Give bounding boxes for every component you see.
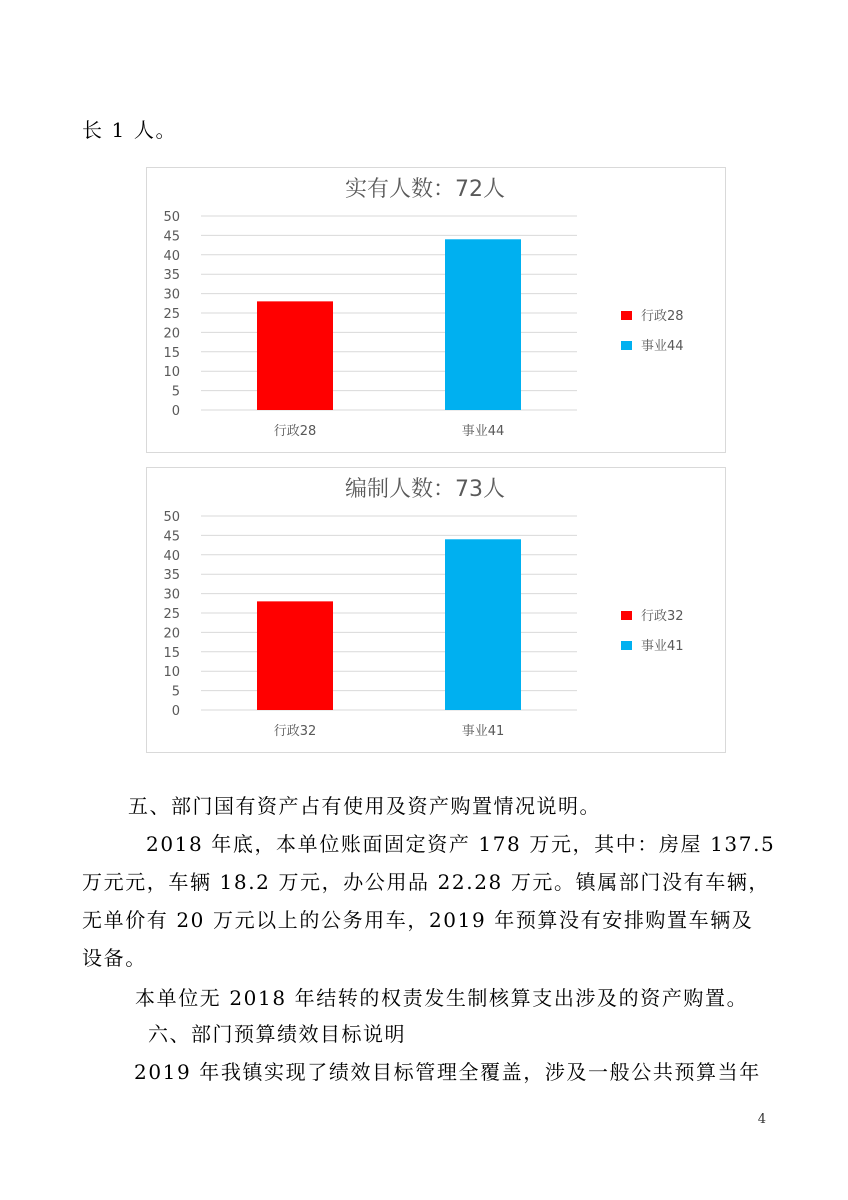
paragraph-line: 万元元，车辆 18.2 万元，办公用品 22.28 万元。镇属部门没有车辆， (82, 870, 771, 894)
y-tick-label: 50 (163, 510, 180, 525)
y-tick-label: 10 (163, 365, 180, 381)
section-heading-assets: 五、部门国有资产占有使用及资产购置情况说明。 (128, 794, 601, 818)
chart-actual-staff-svg (147, 168, 727, 454)
y-tick-label: 15 (163, 645, 180, 661)
bar (445, 539, 521, 710)
y-tick-label: 40 (163, 248, 180, 264)
y-tick-label: 45 (163, 229, 180, 245)
bar (257, 601, 333, 710)
paragraph-line: 本单位无 2018 年结转的权责发生制核算支出涉及的资产购置。 (135, 986, 749, 1010)
legend-swatch (621, 611, 632, 620)
paragraph-line: 无单价有 20 万元以上的公务用车，2019 年预算没有安排购置车辆及 (82, 908, 754, 932)
legend-label: 行政28 (641, 309, 684, 324)
y-tick-label: 20 (163, 626, 180, 642)
y-tick-label: 25 (163, 307, 180, 322)
section-heading-performance: 六、部门预算绩效目标说明 (148, 1022, 406, 1046)
legend-swatch (621, 641, 632, 650)
legend-label: 事业41 (641, 639, 684, 654)
y-tick-label: 35 (163, 568, 180, 584)
y-tick-label: 15 (163, 345, 180, 361)
y-tick-label: 20 (163, 326, 180, 342)
y-tick-label: 5 (171, 684, 180, 700)
legend-label: 行政32 (641, 609, 684, 624)
chart-authorized-staff (146, 467, 726, 753)
x-category-label: 行政32 (273, 724, 317, 739)
paragraph-line: 设备。 (82, 946, 147, 970)
page-number: 4 (757, 1112, 766, 1127)
paragraph-line: 2018 年底，本单位账面固定资产 178 万元，其中：房屋 137.5 (146, 832, 776, 856)
y-tick-label: 45 (163, 529, 180, 545)
x-category-label: 行政28 (273, 424, 317, 439)
chart-title: 实有人数：72人 (345, 177, 505, 202)
y-tick-label: 0 (171, 704, 180, 719)
chart-authorized-staff-svg (147, 468, 727, 754)
chart-actual-staff (146, 167, 726, 453)
y-tick-label: 10 (163, 665, 180, 681)
chart-title: 编制人数：73人 (345, 477, 505, 502)
paragraph-line: 长 1 人。 (82, 118, 178, 142)
y-tick-label: 30 (163, 287, 180, 303)
x-category-label: 事业41 (461, 724, 505, 739)
paragraph-line: 2019 年我镇实现了绩效目标管理全覆盖，涉及一般公共预算当年 (134, 1060, 761, 1084)
x-category-label: 事业44 (461, 424, 505, 439)
legend-swatch (621, 341, 632, 350)
y-tick-label: 35 (163, 268, 180, 284)
legend-swatch (621, 311, 632, 320)
y-tick-label: 40 (163, 548, 180, 564)
y-tick-label: 5 (171, 384, 180, 400)
y-tick-label: 50 (163, 210, 180, 225)
bar (445, 239, 521, 410)
y-tick-label: 30 (163, 587, 180, 603)
y-tick-label: 0 (171, 404, 180, 419)
y-tick-label: 25 (163, 607, 180, 622)
legend-label: 事业44 (641, 339, 684, 354)
bar (257, 301, 333, 410)
